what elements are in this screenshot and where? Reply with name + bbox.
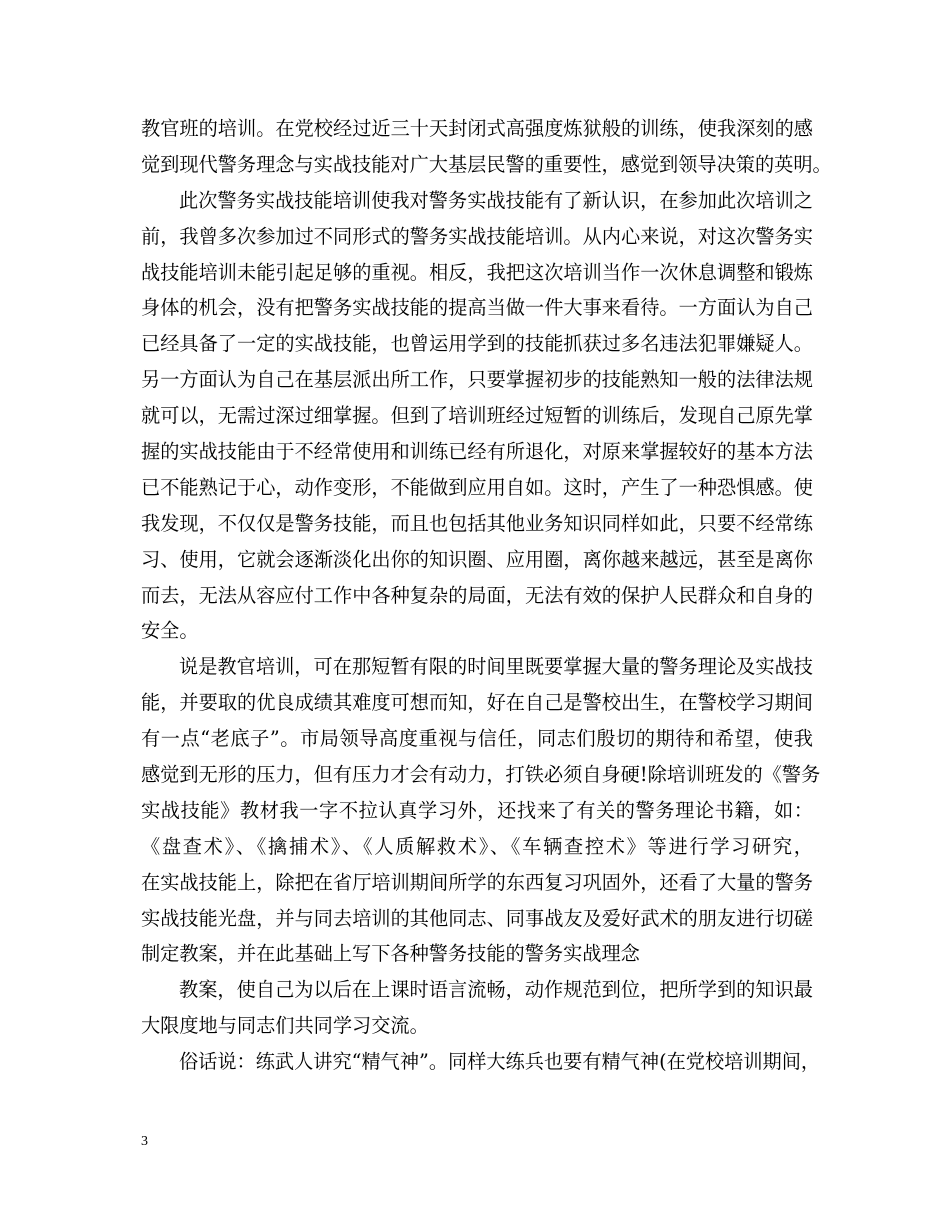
text-line: 前，我曾多次参加过不同形式的警务实战技能培训。从内心来说，对这次警务实	[141, 224, 813, 248]
paragraph-first-line: 此次警务实战技能培训使我对警务实战技能有了新认识，在参加此次培训之	[179, 188, 813, 212]
text-line: 另一方面认为自己在基层派出所工作，只要掌握初步的技能熟知一般的法律法规	[141, 368, 813, 392]
paragraph-first-line: 说是教官培训，可在那短暂有限的时间里既要掌握大量的警务理论及实战技	[179, 655, 813, 679]
text-line: 战技能培训未能引起足够的重视。相反，我把这次培训当作一次休息调整和锻炼	[141, 260, 813, 284]
text-line: 实战技能》教材我一字不拉认真学习外，还找来了有关的警务理论书籍，如：	[141, 798, 813, 822]
paragraph-last-line: 大限度地与同志们共同学习交流。	[141, 1014, 429, 1038]
text-line: 觉到现代警务理念与实战技能对广大基层民警的重要性，感觉到领导决策的英明。	[141, 152, 832, 176]
text-line: 身体的机会，没有把警务实战技能的提高当做一件大事来看待。一方面认为自己	[141, 296, 813, 320]
paragraph-last-line: 安全。	[141, 619, 199, 643]
text-line: 已不能熟记于心，动作变形，不能做到应用自如。这时，产生了一种恐惧感。使	[141, 475, 813, 499]
text-line: 握的实战技能由于不经常使用和训练已经有所退化，对原来掌握较好的基本方法	[141, 440, 813, 464]
body-text	[141, 111, 832, 1080]
text-line: 能，并要取的优良成绩其难度可想而知，好在自己是警校出生，在警校学习期间	[141, 691, 813, 715]
text-line: 有一点“老底子”。市局领导高度重视与信任，同志们殷切的期待和希望，使我	[141, 727, 813, 751]
text-line: 我发现，不仅仅是警务技能，而且也包括其他业务知识同样如此，只要不经常练	[141, 511, 813, 535]
text-line: 已经具备了一定的实战技能，也曾运用学到的技能抓获过多名违法犯罪嫌疑人。	[141, 332, 813, 356]
text-line: 就可以，无需过深过细掌握。但到了培训班经过短暂的训练后，发现自己原先掌	[141, 404, 813, 428]
text-line: 教官班的培训。在党校经过近三十天封闭式高强度炼狱般的训练，使我深刻的感	[141, 117, 813, 140]
paragraph-first-line: 俗话说：练武人讲究“精气神”。同样大练兵也要有精气神(在党校培训期间，	[179, 1050, 821, 1074]
text-line: 在实战技能上，除把在省厅培训期间所学的东西复习巩固外，还看了大量的警务	[141, 870, 813, 894]
page-number: 3	[141, 1134, 148, 1149]
text-line: 习、使用，它就会逐渐淡化出你的知识圈、应用圈，离你越来越远，甚至是离你	[141, 547, 813, 571]
text-line: 感觉到无形的压力，但有压力才会有动力，打铁必须自身硬!除培训班发的《警务	[141, 763, 821, 787]
paragraph-last-line: 制定教案，并在此基础上写下各种警务技能的警务实战理念	[141, 942, 640, 966]
paragraph-first-line: 教案，使自己为以后在上课时语言流畅，动作规范到位，把所学到的知识最	[179, 978, 813, 1002]
text-line: 实战技能光盘，并与同去培训的其他同志、同事战友及爱好武术的朋友进行切磋	[141, 906, 813, 930]
text-line: 而去，无法从容应付工作中各种复杂的局面，无法有效的保护人民群众和自身的	[141, 583, 813, 607]
text-line: 《盘查术》、《擒捕术》、《人质解救术》、《车辆查控术》等进行学习研究，	[141, 834, 813, 858]
